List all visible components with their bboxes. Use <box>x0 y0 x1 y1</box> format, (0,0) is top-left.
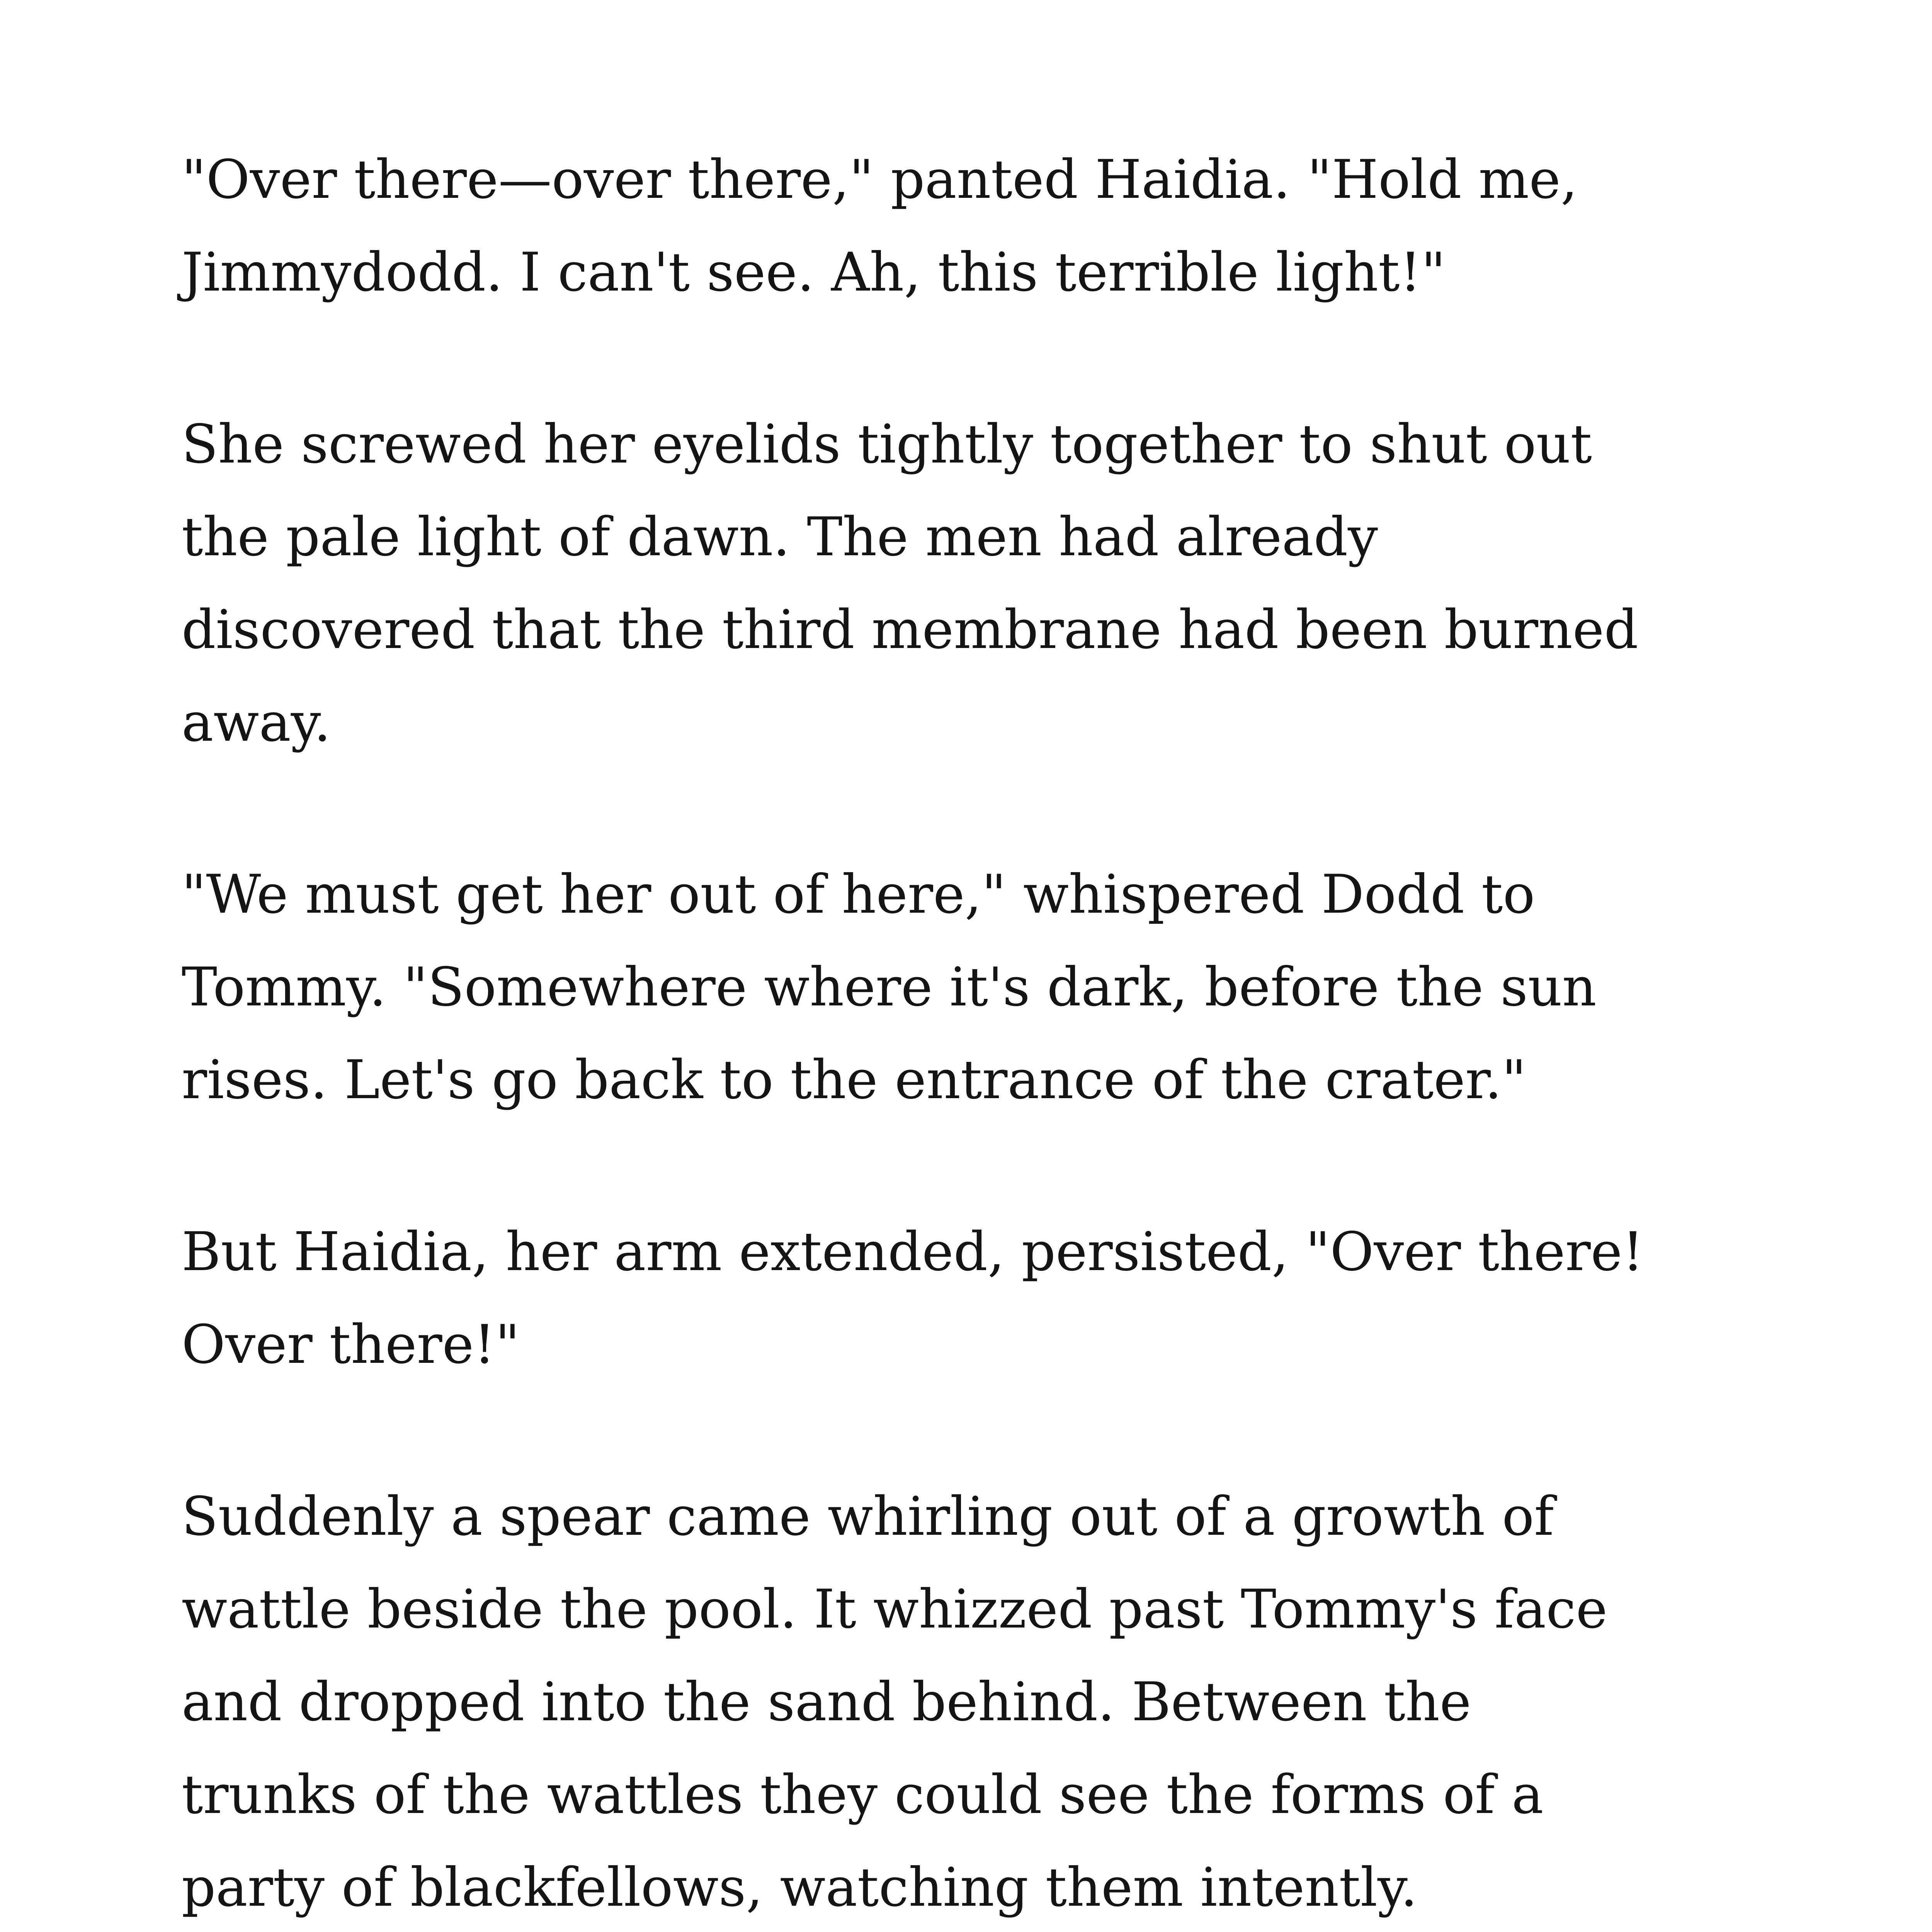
text-line: She screwed her eyelids tightly together to shut out <box>182 413 1592 475</box>
text-line: rises. Let's go back to the entrance of the crater." <box>182 1049 1527 1111</box>
text-line: Tommy. "Somewhere where it's dark, before the sun <box>182 956 1597 1018</box>
text-line: "We must get her out of here," whispered Dodd to <box>182 863 1535 925</box>
paragraph-3 <box>182 848 1812 1126</box>
paragraph-1 <box>182 133 1812 319</box>
text-line: party of blackfellows, watching them intently. <box>182 1856 1418 1918</box>
text-line: But Haidia, her arm extended, persisted, "Over there! <box>182 1221 1644 1283</box>
paragraph-4 <box>182 1206 1812 1391</box>
text-line: Suddenly a spear came whirling out of a growth of <box>182 1485 1554 1548</box>
paragraph-5 <box>182 1470 1812 1932</box>
text-line: Jimmydodd. I can't see. Ah, this terrible light!" <box>182 241 1446 303</box>
text-line: the pale light of dawn. The men had already <box>182 506 1378 568</box>
text-line: Over there!" <box>182 1313 520 1376</box>
text-line: wattle beside the pool. It whizzed past Tommy's face <box>182 1578 1608 1640</box>
text-line: away. <box>182 691 331 753</box>
text-column <box>182 133 1812 1932</box>
text-line: trunks of the wattles they could see the forms of a <box>182 1764 1544 1826</box>
text-line: "Over there—over there," panted Haidia. "Hold me, <box>182 148 1578 211</box>
text-line: discovered that the third membrane had been burned <box>182 599 1638 661</box>
text-line: and dropped into the sand behind. Between the <box>182 1671 1471 1733</box>
paragraph-2 <box>182 398 1812 769</box>
